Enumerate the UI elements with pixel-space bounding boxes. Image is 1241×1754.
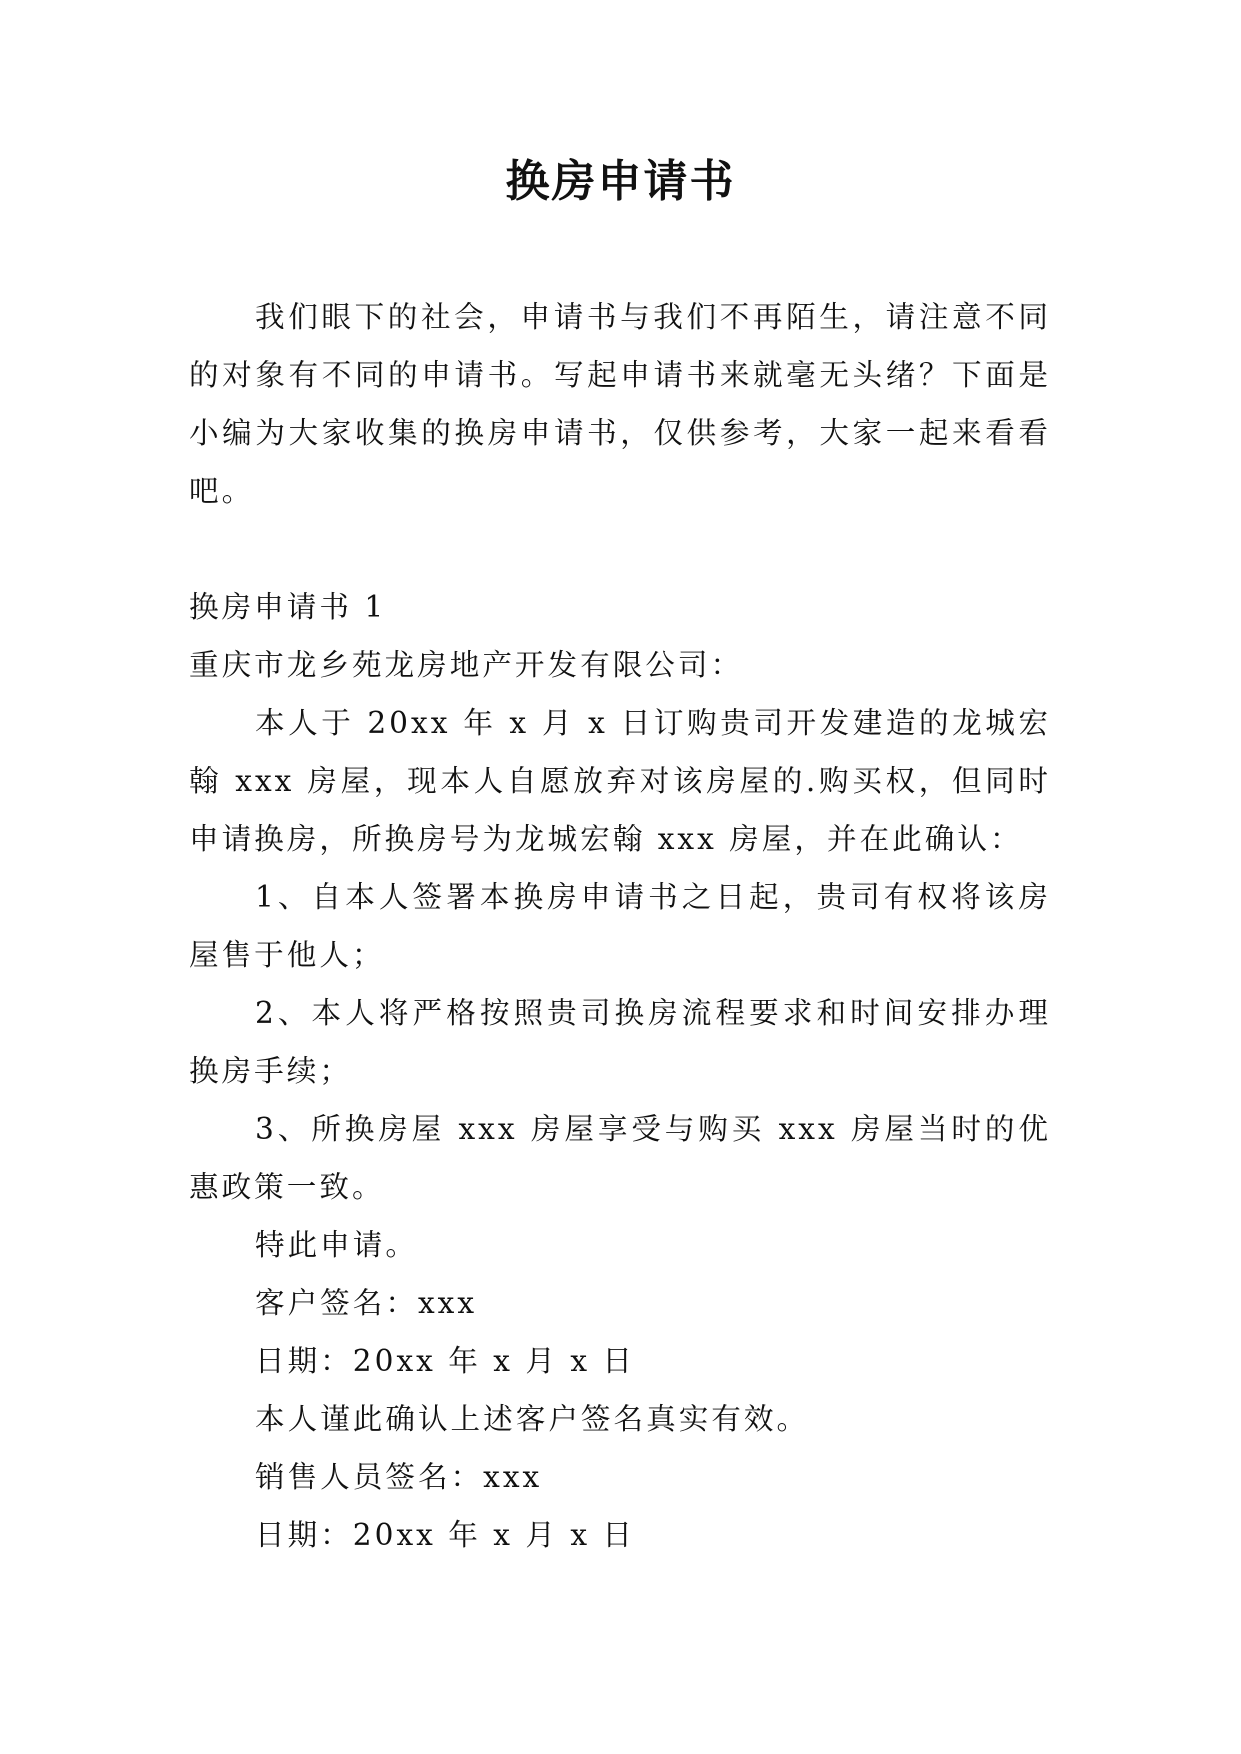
closing-line: 特此申请。 — [255, 1228, 418, 1262]
item-3: 3、所换房屋 xxx 房屋享受与购买 xxx 房屋当时的优惠政策一致。 — [189, 1112, 1051, 1204]
main-paragraph: 本人于 20xx 年 x 月 x 日订购贵司开发建造的龙城宏翰 xxx 房屋，现本人自愿放弃对该房屋的.购买权，但同时申请换房，所换房号为龙城宏翰 xxx 房屋，并在此确认： — [189, 706, 1051, 856]
item-1: 1、自本人签署本换房申请书之日起，贵司有权将该房屋售于他人； — [189, 880, 1051, 972]
section-heading: 换房申请书 1 — [189, 590, 387, 624]
customer-date: 日期：20xx 年 x 月 x 日 — [255, 1344, 636, 1378]
item-2: 2、本人将严格按照贵司换房流程要求和时间安排办理换房手续； — [189, 996, 1051, 1088]
sales-date: 日期：20xx 年 x 月 x 日 — [255, 1518, 636, 1552]
sales-signature: 销售人员签名：xxx — [255, 1460, 543, 1494]
intro-paragraph: 我们眼下的社会，申请书与我们不再陌生，请注意不同的对象有不同的申请书。写起申请书来就毫无头绪？下面是小编为大家收集的换房申请书，仅供参考，大家一起来看看吧。 — [189, 300, 1051, 508]
document-body — [189, 288, 1051, 1564]
customer-signature: 客户签名：xxx — [255, 1286, 478, 1320]
confirmation-line: 本人谨此确认上述客户签名真实有效。 — [255, 1402, 810, 1436]
recipient-line: 重庆市龙乡苑龙房地产开发有限公司： — [189, 648, 744, 682]
paragraph-gap — [189, 520, 1051, 578]
document-title: 换房申请书 — [505, 156, 736, 207]
